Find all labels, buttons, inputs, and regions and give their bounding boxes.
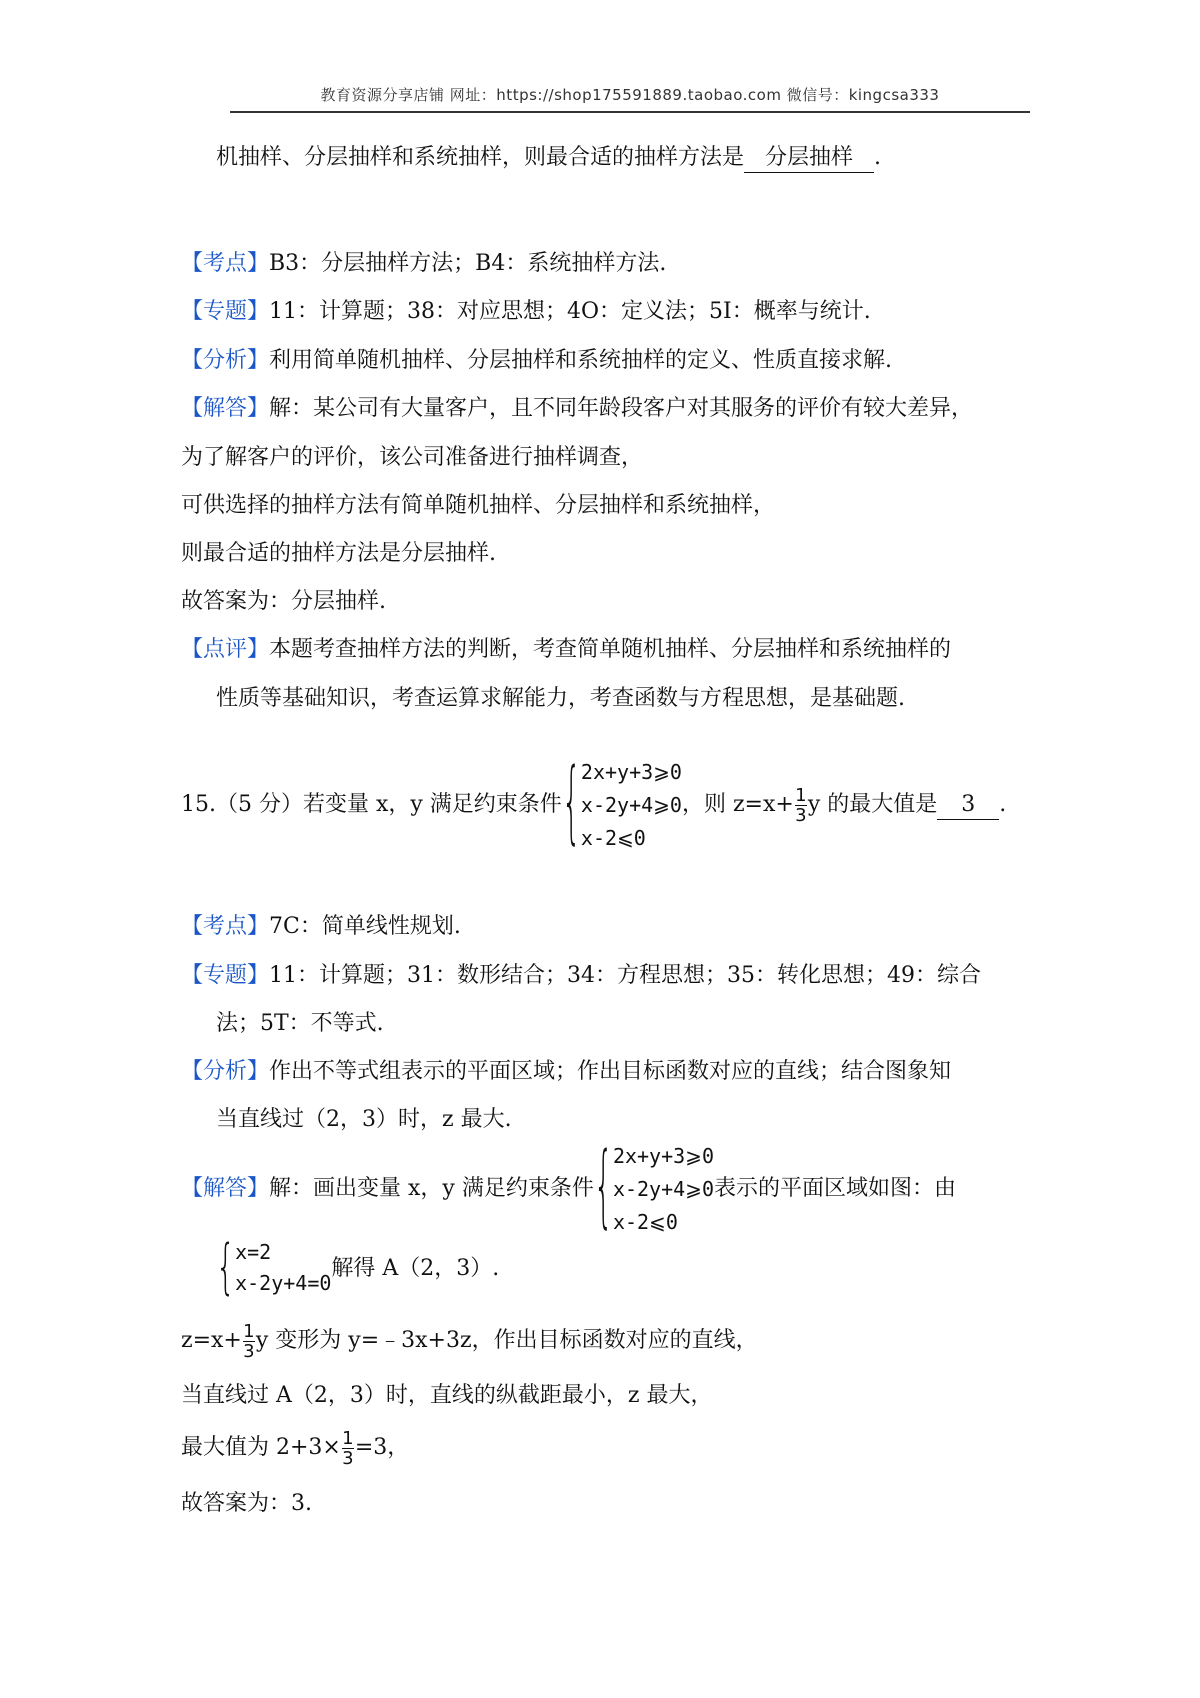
q14-tail-text: 机抽样、分层抽样和系统抽样，则最合适的抽样方法是 — [216, 145, 745, 170]
fraction-numerator: 1 — [342, 1427, 354, 1449]
jieda-constraint-2: x-2y+4⩾0 — [612, 1177, 714, 1201]
header-rule — [230, 111, 1030, 113]
q15-constraint-1: 2x+y+3⩾0 — [580, 760, 682, 784]
system2-eq-1: x=2 — [235, 1239, 272, 1264]
q15-line-answer: 故答案为：3. — [181, 1491, 312, 1516]
q15-kaodian — [181, 910, 461, 944]
kaodian-tag: 【考点】 — [181, 914, 270, 939]
line-z-post: y 变形为 y=﹣3x+3z，作出目标函数对应的直线， — [255, 1328, 758, 1353]
zhuanti-tag: 【专题】 — [181, 299, 270, 324]
left-brace-icon: { — [216, 1233, 236, 1303]
line-z-fraction — [243, 1322, 255, 1361]
dianping-line-1: 本题考查抽样方法的判断，考查简单随机抽样、分层抽样和系统抽样的 — [269, 637, 952, 662]
jieda-constraint-3: x-2⩽0 — [612, 1210, 678, 1234]
kaodian-text: 7C：简单线性规划. — [269, 914, 461, 939]
kaodian-tag: 【考点】 — [181, 251, 270, 276]
system2 — [216, 1233, 332, 1303]
q15-line-z — [181, 1316, 758, 1366]
line-max-pre: 最大值为 2+3× — [181, 1435, 341, 1460]
q15-constraint-3: x-2⩽0 — [580, 826, 646, 850]
q14-jieda — [181, 392, 973, 426]
zhuanti-line-1: 11：计算题；31：数形结合；34：方程思想；35：转化思想；49：综合 — [269, 963, 981, 988]
line-max-post: =3， — [354, 1435, 410, 1460]
jieda-pre: 解：画出变量 x，y 满足约束条件 — [269, 1176, 594, 1201]
q15-fraction — [795, 786, 807, 825]
q15-constraint-system — [561, 751, 682, 856]
zhuanti-text: 11：计算题；38：对应思想；4O：定义法；5I：概率与统计. — [269, 299, 871, 324]
q15-prefix: 15.（5 分）若变量 x，y 满足约束条件 — [181, 792, 562, 817]
q14-zhuanti — [181, 295, 871, 329]
fenxi-text: 利用简单随机抽样、分层抽样和系统抽样的定义、性质直接求解. — [269, 348, 893, 373]
kaodian-text: B3：分层抽样方法；B4：系统抽样方法. — [269, 251, 667, 276]
q15-mid: ，则 z=x+ — [681, 792, 794, 817]
q14-kaodian — [181, 247, 666, 281]
jieda-line-1: 解：某公司有大量客户，且不同年龄段客户对其服务的评价有较大差异， — [269, 396, 974, 421]
q15-line-pass: 当直线过 A（2，3）时，直线的纵截距最小，z 最大， — [181, 1383, 713, 1408]
q14-tail-end: . — [874, 145, 882, 170]
fenxi-tag: 【分析】 — [181, 1059, 270, 1084]
fraction-denominator: 3 — [795, 804, 807, 826]
jieda-tag: 【解答】 — [181, 1176, 270, 1201]
q15-end: . — [999, 792, 1007, 817]
q15-fenxi-line-2: 当直线过（2，3）时，z 最大. — [216, 1107, 512, 1132]
fraction-denominator: 3 — [243, 1340, 255, 1362]
q14-jieda-line-2: 为了解客户的评价，该公司准备进行抽样调查， — [181, 445, 644, 470]
q15-jieda — [181, 1135, 956, 1240]
system2-post: 解得 A（2，3）. — [331, 1256, 500, 1281]
q15-fenxi — [181, 1055, 951, 1089]
q14-dianping — [181, 633, 951, 667]
jieda-post: 表示的平面区域如图：由 — [713, 1176, 956, 1201]
q15-constraint-2: x-2y+4⩾0 — [580, 793, 682, 817]
line-z-pre: z=x+ — [181, 1328, 242, 1353]
q15-question — [181, 751, 1007, 856]
q15-system2-line — [216, 1233, 500, 1303]
q14-dianping-line-2: 性质等基础知识，考查运算求解能力，考查函数与方程思想，是基础题. — [216, 686, 905, 711]
q15-answer-blank: 3 — [937, 791, 999, 820]
jieda-constraint-system — [593, 1135, 714, 1240]
jieda-constraint-1: 2x+y+3⩾0 — [612, 1144, 714, 1168]
jieda-tag: 【解答】 — [181, 396, 270, 421]
q15-zhuanti-line-2: 法；5T：不等式. — [216, 1011, 384, 1036]
dianping-tag: 【点评】 — [181, 637, 270, 662]
q14-answer-blank: 分层抽样 — [744, 144, 874, 173]
left-brace-icon: { — [561, 751, 581, 856]
q14-jieda-line-5: 故答案为：分层抽样. — [181, 589, 386, 614]
fraction-numerator: 1 — [243, 1320, 255, 1342]
q15-zhuanti — [181, 959, 981, 993]
q14-fenxi — [181, 344, 892, 378]
fenxi-tag: 【分析】 — [181, 348, 270, 373]
system2-eq-2: x-2y+4=0 — [235, 1270, 332, 1295]
page-header: 教育资源分享店铺 网址：https://shop175591889.taobao.com 微信号：kingcsa333 — [320, 86, 940, 104]
left-brace-icon: { — [593, 1135, 613, 1240]
q14-jieda-line-4: 则最合适的抽样方法是分层抽样. — [181, 541, 496, 566]
q14-tail-line — [216, 141, 881, 175]
q15-mid2: y 的最大值是 — [807, 792, 938, 817]
q14-jieda-line-3: 可供选择的抽样方法有简单随机抽样、分层抽样和系统抽样， — [181, 493, 776, 518]
fraction-numerator: 1 — [795, 784, 807, 806]
fenxi-line-1: 作出不等式组表示的平面区域；作出目标函数对应的直线；结合图象知 — [269, 1059, 952, 1084]
zhuanti-tag: 【专题】 — [181, 963, 270, 988]
fraction-denominator: 3 — [342, 1447, 354, 1469]
q15-line-max — [181, 1423, 409, 1473]
line-max-fraction — [342, 1429, 354, 1468]
